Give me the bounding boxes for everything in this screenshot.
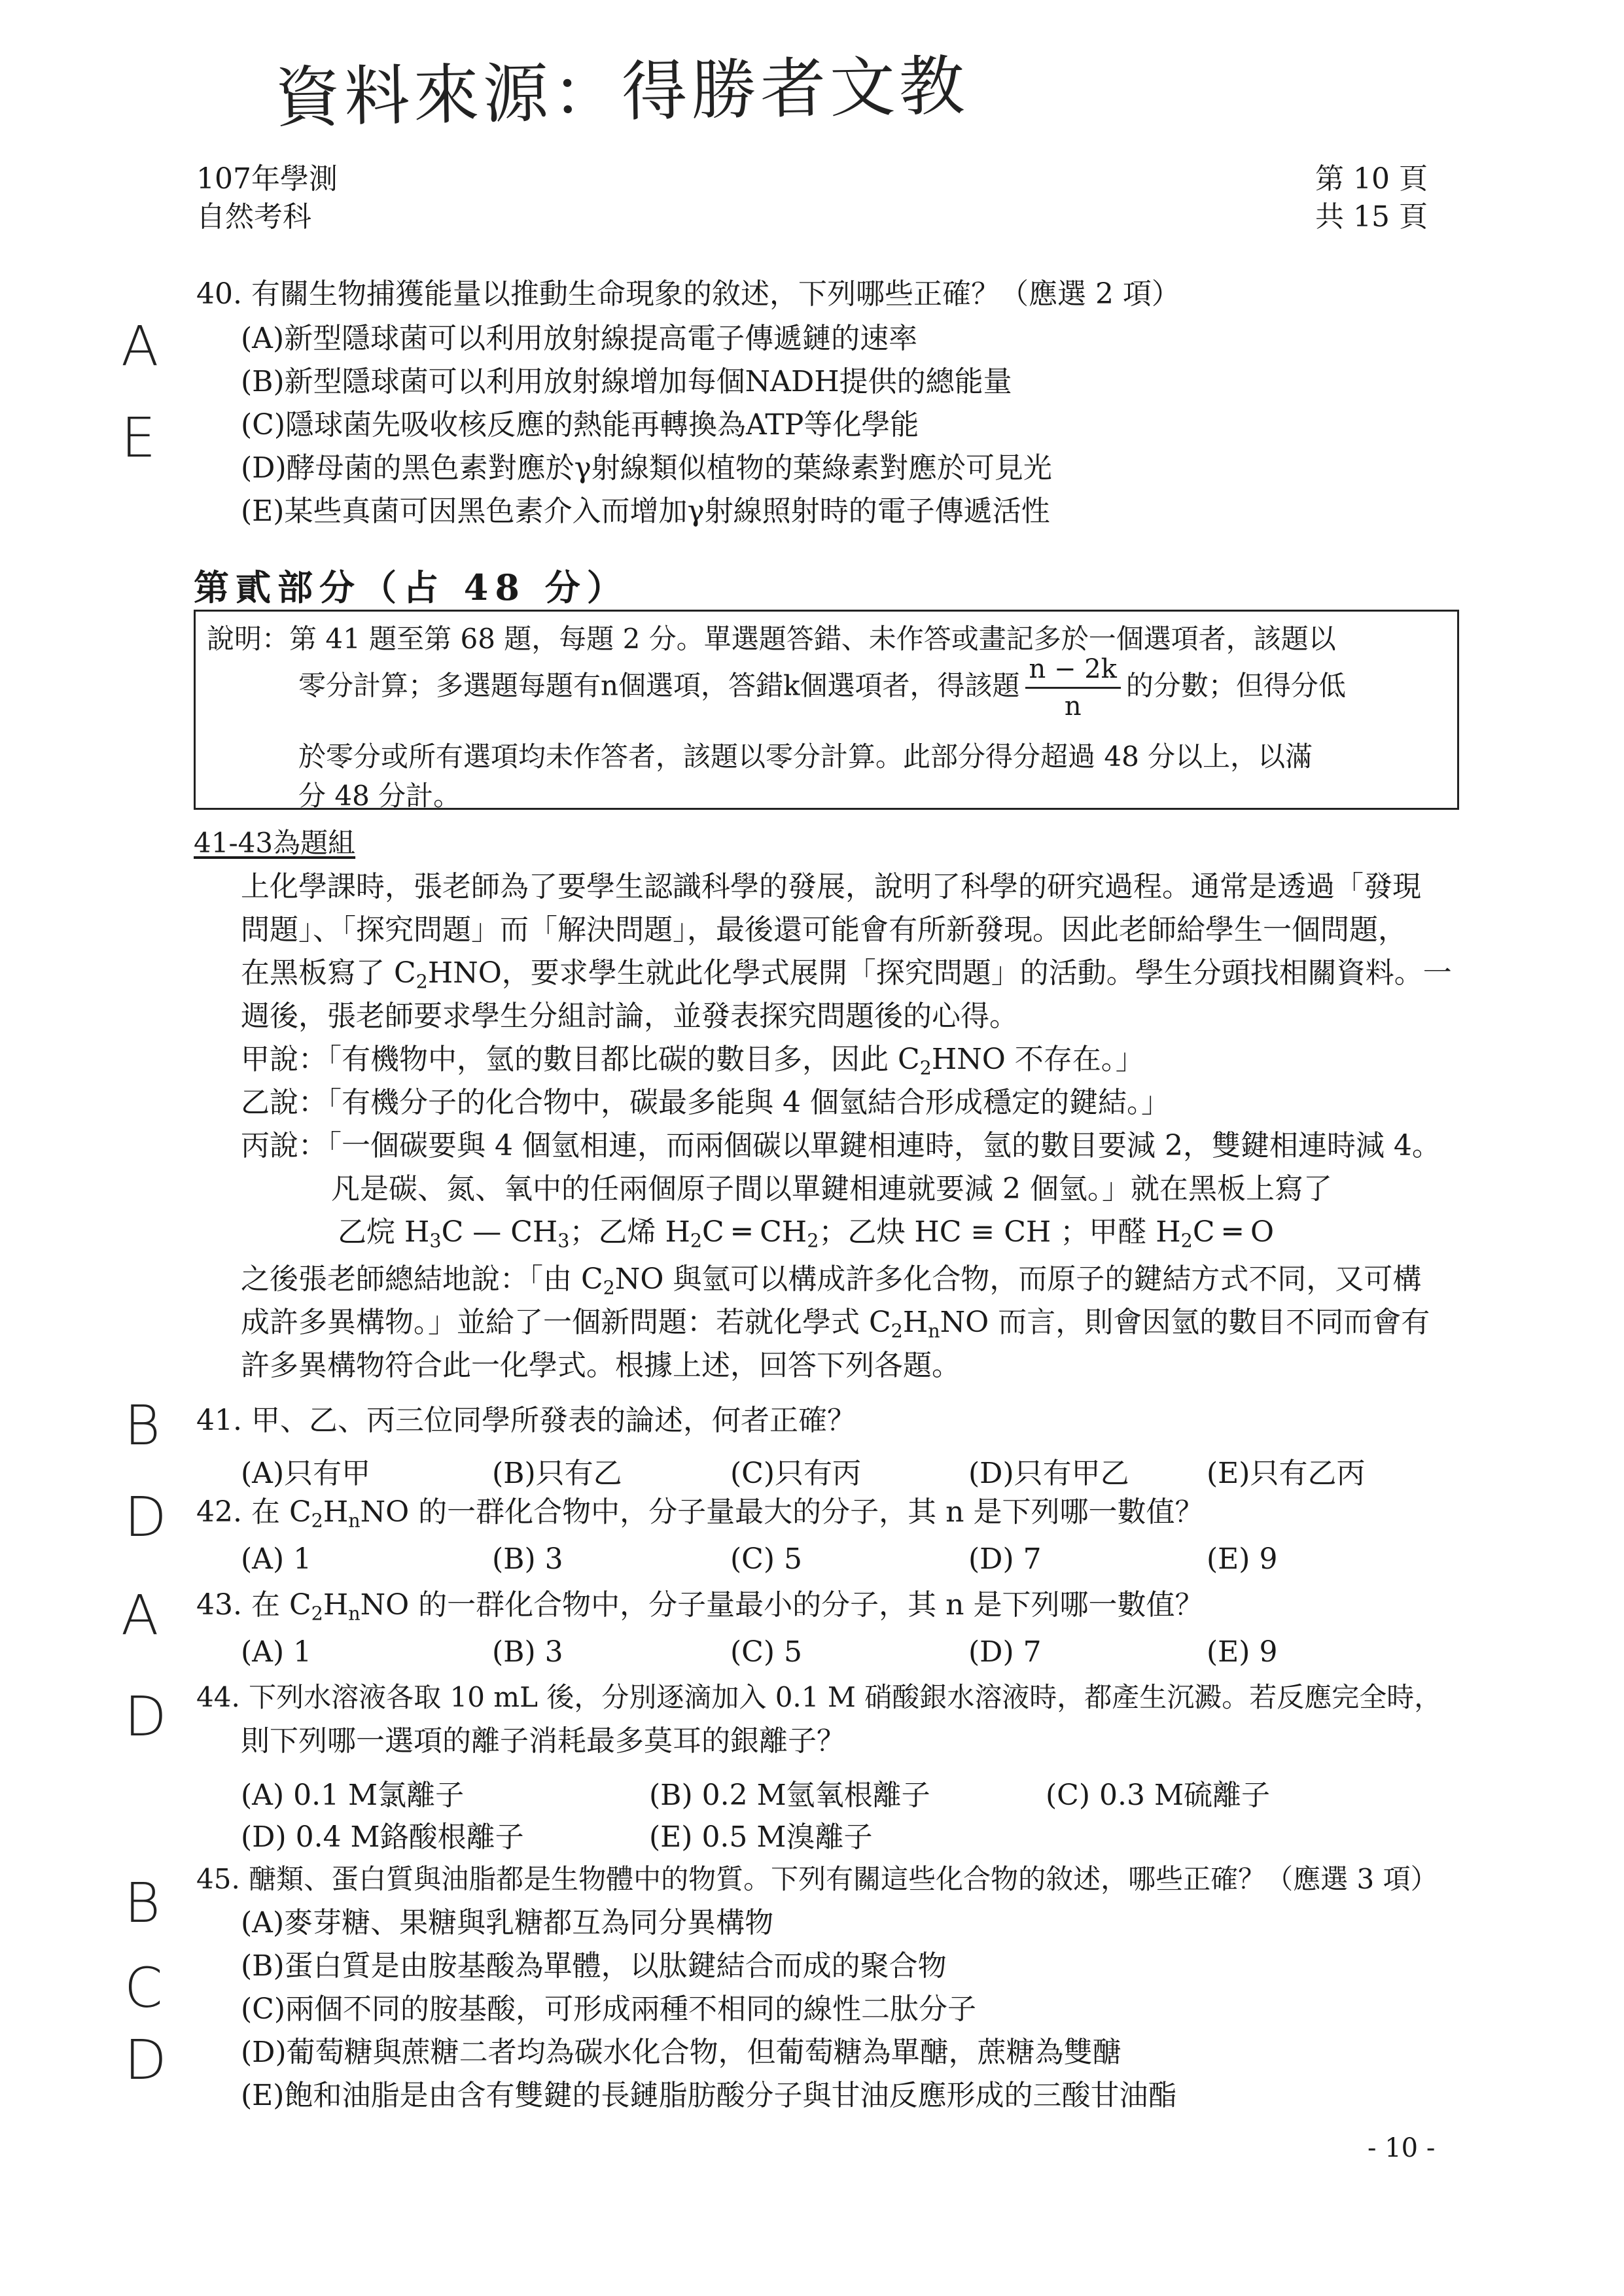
subscript: 2 (311, 1509, 323, 1532)
q42-option-c: (C) 5 (730, 1542, 802, 1576)
part2-heading: 第貳部分（占 48 分） (194, 566, 629, 608)
subscript: 2 (891, 1319, 903, 1342)
handwritten-answer-40a: A (121, 314, 159, 378)
instructions-line3: 於零分或所有選項均未作答者，該題以零分計算。此部分得分超過 48 分以上，以滿 (298, 740, 1313, 773)
subscript: 2 (415, 970, 428, 993)
handwritten-answer-45c: D (124, 2028, 167, 2092)
ethene-label: ；乙烯 H (569, 1215, 690, 1249)
score-fraction (1025, 654, 1121, 722)
instructions-line2 (298, 654, 1346, 722)
q41-option-b: (B)只有乙 (492, 1457, 622, 1490)
header-page: 第 10 頁 (1315, 162, 1428, 196)
q41-option-a: (A)只有甲 (241, 1457, 371, 1490)
q44-option-c: (C) 0.3 M硫離子 (1046, 1779, 1270, 1812)
q40-option-d: (D)酵母菌的黑色素對應於γ射線類似植物的葉綠素對應於可見光 (241, 451, 1052, 485)
passage-line10 (241, 1262, 1422, 1299)
q43-option-a: (A) 1 (241, 1635, 312, 1669)
statement-jia-b: HNO 不存在。」 (931, 1043, 1144, 1076)
q42-stem-b: NO 的一群化合物中，分子量最大的分子，其 n 是下列哪一數值？ (360, 1495, 1204, 1529)
handwritten-answer-43: A (121, 1583, 159, 1647)
handwritten-answer-40b: E (121, 406, 156, 470)
q45-option-e: (E)飽和油脂是由含有雙鍵的長鏈脂肪酸分子與甘油反應形成的三酸甘油酯 (241, 2079, 1177, 2112)
fraction-denominator: n (1064, 691, 1082, 722)
fraction-numerator: n − 2k (1025, 654, 1121, 689)
subscript: 2 (807, 1229, 819, 1252)
ethane-label: 乙烷 H (338, 1215, 430, 1249)
q45-option-a: (A)麥芽糖、果糖與乳糖都互為同分異構物 (241, 1906, 774, 1939)
passage-line3-a: 在黑板寫了 C (241, 956, 416, 990)
statement-jia (241, 1043, 1144, 1079)
q40-option-a: (A)新型隱球菌可以利用放射線提高電子傳遞鏈的速率 (241, 322, 918, 355)
subscript: n (348, 1602, 361, 1625)
q42-stem (196, 1495, 1204, 1532)
q45-option-d: (D)葡萄糖與蔗糖二者均為碳水化合物，但葡萄糖為單醣，蔗糖為雙醣 (241, 2036, 1121, 2069)
instructions-line4: 分 48 分計。 (298, 780, 461, 812)
subscript: 3 (557, 1229, 570, 1252)
q45-option-c: (C)兩個不同的胺基酸，可形成兩種不相同的線性二肽分子 (241, 1992, 976, 2026)
subscript: 2 (1180, 1229, 1193, 1252)
handwritten-answer-41: B (124, 1393, 161, 1457)
instructions-line2-tail: 的分數；但得分低 (1125, 669, 1346, 702)
subscript: 2 (919, 1056, 932, 1079)
q42-option-e: (E) 9 (1207, 1542, 1278, 1576)
statement-bing: 丙說：「一個碳要與 4 個氫相連，而兩個碳以單鍵相連時，氫的數目要減 2，雙鍵相連時減 4。 (241, 1129, 1441, 1162)
q41-option-e: (E)只有乙丙 (1207, 1457, 1366, 1490)
passage-line11-c: NO 而言，則會因氫的數目不同而會有 (940, 1306, 1430, 1339)
q42-option-b: (B) 3 (492, 1542, 563, 1576)
q44-option-b: (B) 0.2 M氫氧根離子 (649, 1779, 930, 1812)
statement-bing-cont: 凡是碳、氮、氧中的任兩個原子間以單鍵相連就要減 2 個氫。」就在黑板上寫了 (331, 1172, 1332, 1206)
formula-examples (338, 1215, 1275, 1252)
q44-option-a: (A) 0.1 M氯離子 (241, 1779, 465, 1812)
handwritten-answer-44: D (124, 1684, 167, 1748)
q43-stem-a: 43. 在 C (196, 1588, 311, 1622)
passage-line4: 週後，張老師要求學生分組討論，並發表探究問題後的心得。 (241, 1000, 1018, 1033)
q44-option-e: (E) 0.5 M溴離子 (649, 1820, 873, 1854)
handwritten-source-note: 資料來源：得勝者文教 (274, 47, 970, 137)
subscript: 2 (690, 1229, 703, 1252)
passage-line12: 許多異構物符合此一化學式。根據上述，回答下列各題。 (241, 1349, 961, 1382)
q44-option-d: (D) 0.4 M鉻酸根離子 (241, 1820, 524, 1854)
q40-stem: 40. 有關生物捕獲能量以推動生命現象的敘述，下列哪些正確？（應選 2 項） (196, 277, 1180, 311)
q42-stem-a: 42. 在 C (196, 1495, 311, 1529)
passage-line11 (241, 1306, 1430, 1342)
q40-option-c: (C)隱球菌先吸收核反應的熱能再轉換為ATP等化學能 (241, 408, 919, 442)
q40-option-e: (E)某些真菌可因黑色素介入而增加γ射線照射時的電子傳遞活性 (241, 495, 1050, 528)
q42-option-d: (D) 7 (968, 1542, 1042, 1576)
subscript: 2 (311, 1602, 323, 1625)
passage-line3-b: HNO，要求學生就此化學式展開「探究問題」的活動。學生分頭找相關資料。一 (427, 956, 1452, 990)
passage-line2: 問題」、「探究問題」而「解決問題」，最後還可能會有所新發現。因此老師給學生一個問題， (241, 913, 1407, 947)
q42-option-a: (A) 1 (241, 1542, 312, 1576)
passage-line3 (241, 956, 1452, 993)
subscript: n (928, 1319, 940, 1342)
q43-option-c: (C) 5 (730, 1635, 802, 1669)
q43-h: H (323, 1588, 349, 1622)
q43-option-e: (E) 9 (1207, 1635, 1278, 1669)
ethane-formula: C — CH (441, 1215, 558, 1249)
q44-stem-line1: 44. 下列水溶液各取 10 mL 後，分別逐滴加入 0.1 M 硝酸銀水溶液時，都產生沉澱。若反應完全時， (196, 1681, 1442, 1713)
q43-stem (196, 1588, 1204, 1625)
q43-option-d: (D) 7 (968, 1635, 1042, 1669)
ethene-formula: C ═ CH (702, 1215, 807, 1249)
instructions-line1: 說明：第 41 題至第 68 題，每題 2 分。單選題答錯、未作答或畫記多於一個選項者，該題以 (207, 623, 1336, 655)
instructions-line2-text: 零分計算；多選題每題有n個選項，答錯k個選項者，得該題 (298, 669, 1020, 702)
formaldehyde-formula: C ═ O (1192, 1215, 1275, 1249)
q42-h: H (323, 1495, 349, 1529)
statement-yi: 乙說：「有機分子的化合物中，碳最多能與 4 個氫結合形成穩定的鍵結。」 (241, 1086, 1170, 1119)
handwritten-answer-42: D (124, 1485, 167, 1549)
q41-stem: 41. 甲、乙、丙三位同學所發表的論述，何者正確？ (196, 1404, 856, 1437)
subscript: 2 (603, 1276, 615, 1299)
header-total: 共 15 頁 (1315, 200, 1428, 234)
header-subject: 自然考科 (196, 200, 311, 234)
q43-stem-b: NO 的一群化合物中，分子量最小的分子，其 n 是下列哪一數值？ (360, 1588, 1204, 1622)
q44-stem-line2: 則下列哪一選項的離子消耗最多莫耳的銀離子？ (241, 1724, 845, 1758)
group-label: 41-43為題組 (194, 827, 356, 859)
passage-line10-a: 之後張老師總結地說：「由 C (241, 1262, 603, 1296)
subscript: n (348, 1509, 361, 1532)
q41-option-d: (D)只有甲乙 (968, 1457, 1129, 1490)
passage-line10-b: NO 與氫可以構成許多化合物，而原子的鍵結方式不同，又可構 (614, 1262, 1422, 1296)
passage-line1: 上化學課時，張老師為了要學生認識科學的發展，說明了科學的研究過程。通常是透過「發現 (241, 870, 1421, 903)
ethyne-formaldehyde: ；乙炔 HC ≡ CH ；甲醛 H (819, 1215, 1181, 1249)
q41-option-c: (C)只有丙 (730, 1457, 861, 1490)
passage-line11-b: H (902, 1306, 928, 1339)
header-exam: 107年學測 (196, 162, 338, 196)
handwritten-answer-45b: C (124, 1956, 163, 2020)
q45-stem: 45. 醣類、蛋白質與油脂都是生物體中的物質。下列有關這些化合物的敘述，哪些正確？（應選 3 項） (196, 1863, 1438, 1895)
q40-option-b: (B)新型隱球菌可以利用放射線增加每個NADH提供的總能量 (241, 365, 1012, 398)
q45-option-b: (B)蛋白質是由胺基酸為單體，以肽鍵結合而成的聚合物 (241, 1949, 947, 1983)
passage-line11-a: 成許多異構物。」並給了一個新問題：若就化學式 C (241, 1306, 891, 1339)
subscript: 3 (429, 1229, 442, 1252)
statement-jia-a: 甲說：「有機物中，氫的數目都比碳的數目多，因此 C (241, 1043, 920, 1076)
q43-option-b: (B) 3 (492, 1635, 563, 1669)
page-number: - 10 - (1368, 2133, 1436, 2163)
handwritten-answer-45a: B (124, 1871, 161, 1935)
